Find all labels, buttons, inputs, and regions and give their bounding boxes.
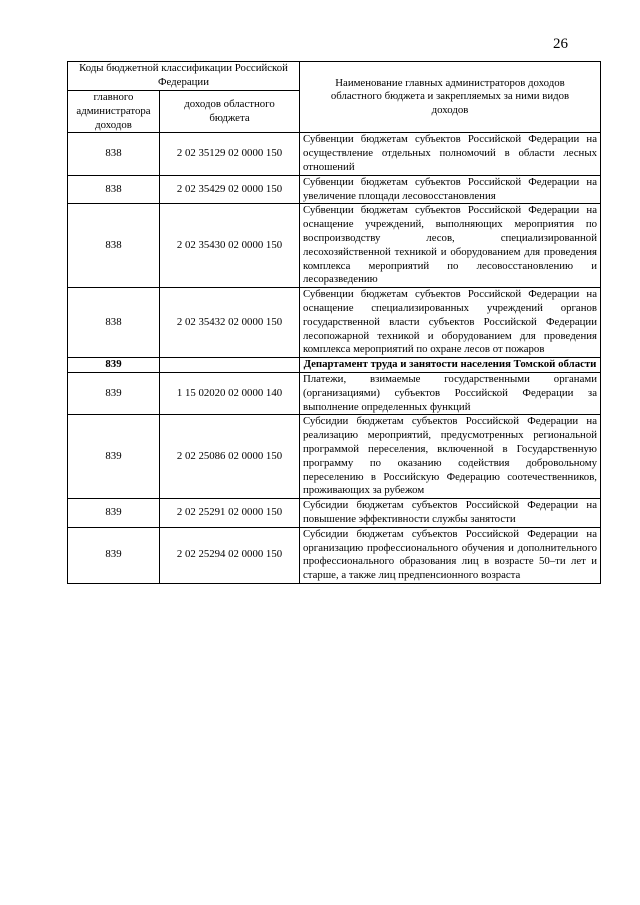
header-income-code: доходов областного бюджета [160, 91, 300, 133]
admin-code-cell: 839 [68, 527, 160, 583]
income-code-cell: 1 15 02020 02 0000 140 [160, 372, 300, 414]
income-code-cell: 2 02 25291 02 0000 150 [160, 499, 300, 528]
admin-code-cell: 838 [68, 288, 160, 358]
table-row [68, 372, 601, 414]
header-bk-codes: Коды бюджетной классификации Российской Федерации [68, 62, 300, 91]
admin-code-cell: 839 [68, 358, 160, 373]
income-code-cell: 2 02 25294 02 0000 150 [160, 527, 300, 583]
income-name-cell: Субвенции бюджетам субъектов Российской Федерации на увеличение площади лесовосстановления [300, 175, 601, 204]
income-code-cell: 2 02 35432 02 0000 150 [160, 288, 300, 358]
income-name-cell: Платежи, взимаемые государственными органами (организациями) субъектов Российской Федерации за выполнение определенных функций [300, 372, 601, 414]
admin-code-cell: 838 [68, 175, 160, 204]
income-code-cell [160, 358, 300, 373]
budget-classification-table [67, 61, 601, 584]
department-name-cell: Департамент труда и занятости населения Томской области [300, 358, 601, 373]
income-name-cell: Субвенции бюджетам субъектов Российской Федерации на осуществление отдельных полномочий в области лесных отношений [300, 133, 601, 175]
table-row [68, 288, 601, 358]
income-code-cell: 2 02 35430 02 0000 150 [160, 204, 300, 288]
income-code-cell: 2 02 25086 02 0000 150 [160, 415, 300, 499]
header-main-administrator: главного администратора доходов [68, 91, 160, 133]
admin-code-cell: 838 [68, 133, 160, 175]
admin-code-cell: 839 [68, 499, 160, 528]
income-name-cell: Субвенции бюджетам субъектов Российской Федерации на оснащение специализированных учреждений органов государственной власти субъектов Российской Федерации лесопожарной техникой и оборудованием для проведения комплекса мероприятий по охране лесов от пожаров [300, 288, 601, 358]
header-administrator-name: Наименование главных администраторов доходов областного бюджета и закрепляемых за ними видов доходов [300, 62, 601, 133]
department-row [68, 358, 601, 373]
admin-code-cell: 838 [68, 204, 160, 288]
admin-code-cell: 839 [68, 372, 160, 414]
income-name-cell: Субсидии бюджетам субъектов Российской Федерации на организацию профессионального обучения и дополнительного профессионального образования лиц в возрасте 50–ти лет и старше, а также лиц предпенсионного возраста [300, 527, 601, 583]
income-name-cell: Субвенции бюджетам субъектов Российской Федерации на оснащение учреждений, выполняющих мероприятия по воспроизводству лесов, специализированной лесохозяйственной техникой и оборудованием для проведения комплекса мероприятий по лесовосстановлению и лесоразведению [300, 204, 601, 288]
admin-code-cell: 839 [68, 415, 160, 499]
income-code-cell: 2 02 35429 02 0000 150 [160, 175, 300, 204]
table-row [68, 499, 601, 528]
income-name-cell: Субсидии бюджетам субъектов Российской Федерации на повышение эффективности службы занятости [300, 499, 601, 528]
table-header-row [68, 62, 601, 91]
table-row [68, 415, 601, 499]
table-row [68, 175, 601, 204]
income-code-cell: 2 02 35129 02 0000 150 [160, 133, 300, 175]
table-row [68, 133, 601, 175]
page-number: 26 [553, 36, 568, 52]
table-row [68, 204, 601, 288]
income-name-cell: Субсидии бюджетам субъектов Российской Федерации на реализацию мероприятий, предусмотренных региональной программой переселения, включенной в Государственную программу по оказанию содействия добровольному переселению в Российскую Федерацию соотечественников, проживающих за рубежом [300, 415, 601, 499]
table-row [68, 527, 601, 583]
